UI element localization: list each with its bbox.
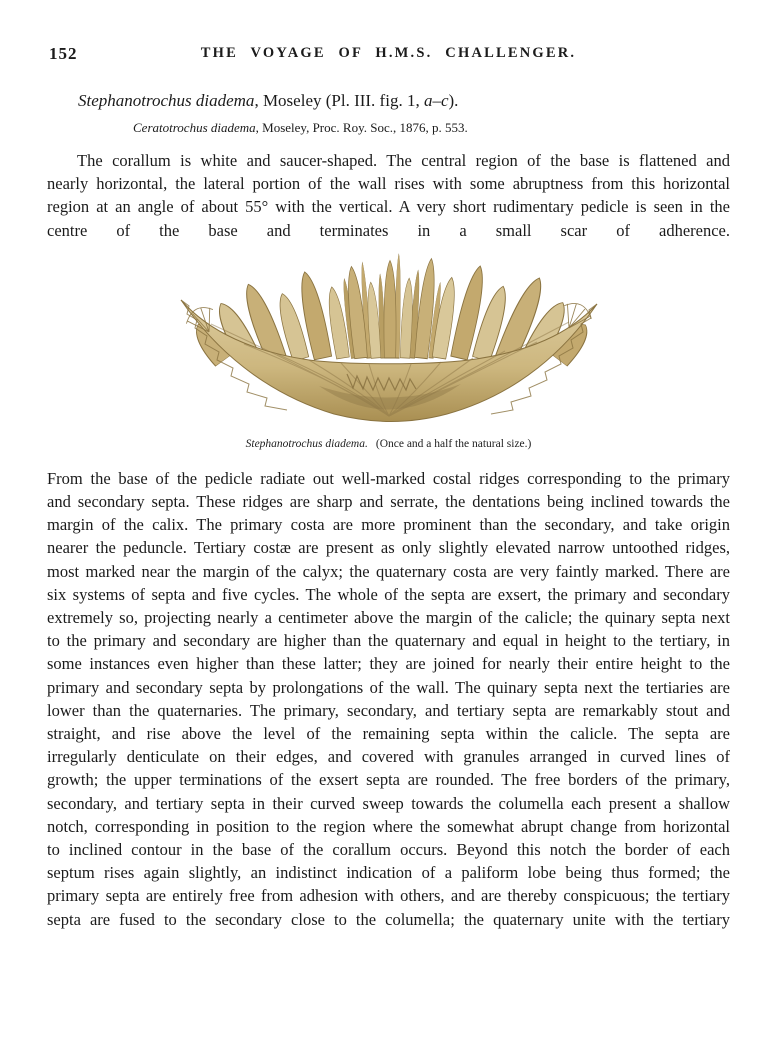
- paragraph-1: The corallum is white and saucer-shaped. The central region of the base is flattened and nearly horizontal, the lateral portion of the wall rises with some abruptness from this horizontal region at an angle of about 55° with the vertical. A very short rudimentary pedicle is seen in the centre of the base and terminates in a small scar of adherence.: [47, 151, 730, 240]
- page-body: [47, 91, 730, 931]
- page-header: [47, 44, 730, 64]
- figure-letters-italic: a–c: [423, 91, 449, 110]
- paragraph-2: From the base of the pedicle radiate out well-marked costal ridges corresponding to the primary and secondary septa. These ridges are sharp and serrate, the dentations being inclined towards the margin of the calix. The primary costa are more prominent than the secondary, and take origin nearer the peduncle. Tertiary costæ are present as only slightly elevated narrow untoothed ridges, most marked near the margin of the calyx; the quaternary costa are very faintly marked. There are six systems of septa and five cycles. The whole of the septa are exsert, the primary and secondary extremely so, projecting nearly a centimeter above the margin of the calicle; the quinary septa next to the primary and secondary are higher than the quaternary and equal in height to the tertiary, in some instances even higher than these latter; they are joined for nearly their entire height to the primary and secondary septa by prolongations of the wall. The quinary septa next the tertiaries are lower than the quaternaries. The primary, secondary, and tertiary septa are remarkably stout and straight, and rise above the level of the remaining septa within the calicle. The septa are irregularly denticulate on their edges, and covered with granules arranged in curved lines of growth; the upper terminations of the exsert septa are rounded. The free borders of the primary, secondary, and tertiary septa in their curved sweep towards the columella each present a shallow notch, corresponding in position to the region where the somewhat abrupt change from horizontal to inclined contour in the base of the corallum occurs. Beyond this notch the border of each septum rises again slightly, an indistinct indication of a paliform lobe being thus formed; the primary septa are entirely free from adhesion with others, and are thereby conspicuous; the tertiary septa are fused to the secondary close to the columella; the quaternary unite with the tertiary: [47, 468, 730, 929]
- coral-illustration: [169, 248, 609, 428]
- caption-species-italic: Stephanotrochus diadema.: [245, 437, 368, 450]
- page-number: 152: [49, 44, 78, 63]
- synonym-rest: , Moseley, Proc. Roy. Soc., 1876, p. 553.: [255, 120, 468, 135]
- caption-scale-note: (Once and a half the natural size.): [375, 437, 532, 450]
- species-name-italic: Stephanotrochus diadema: [78, 91, 255, 110]
- synonym-species-italic: Ceratotrochus diadema: [133, 120, 256, 135]
- running-title: THE VOYAGE OF H.M.S. CHALLENGER.: [200, 45, 577, 61]
- synonym-line: [133, 120, 730, 136]
- species-heading-tail: ).: [448, 91, 459, 110]
- species-heading: [78, 91, 730, 111]
- coral-figure: [47, 248, 730, 450]
- species-heading-rest: , Moseley (Pl. III. fig. 1,: [254, 91, 424, 110]
- figure-caption: [47, 438, 730, 450]
